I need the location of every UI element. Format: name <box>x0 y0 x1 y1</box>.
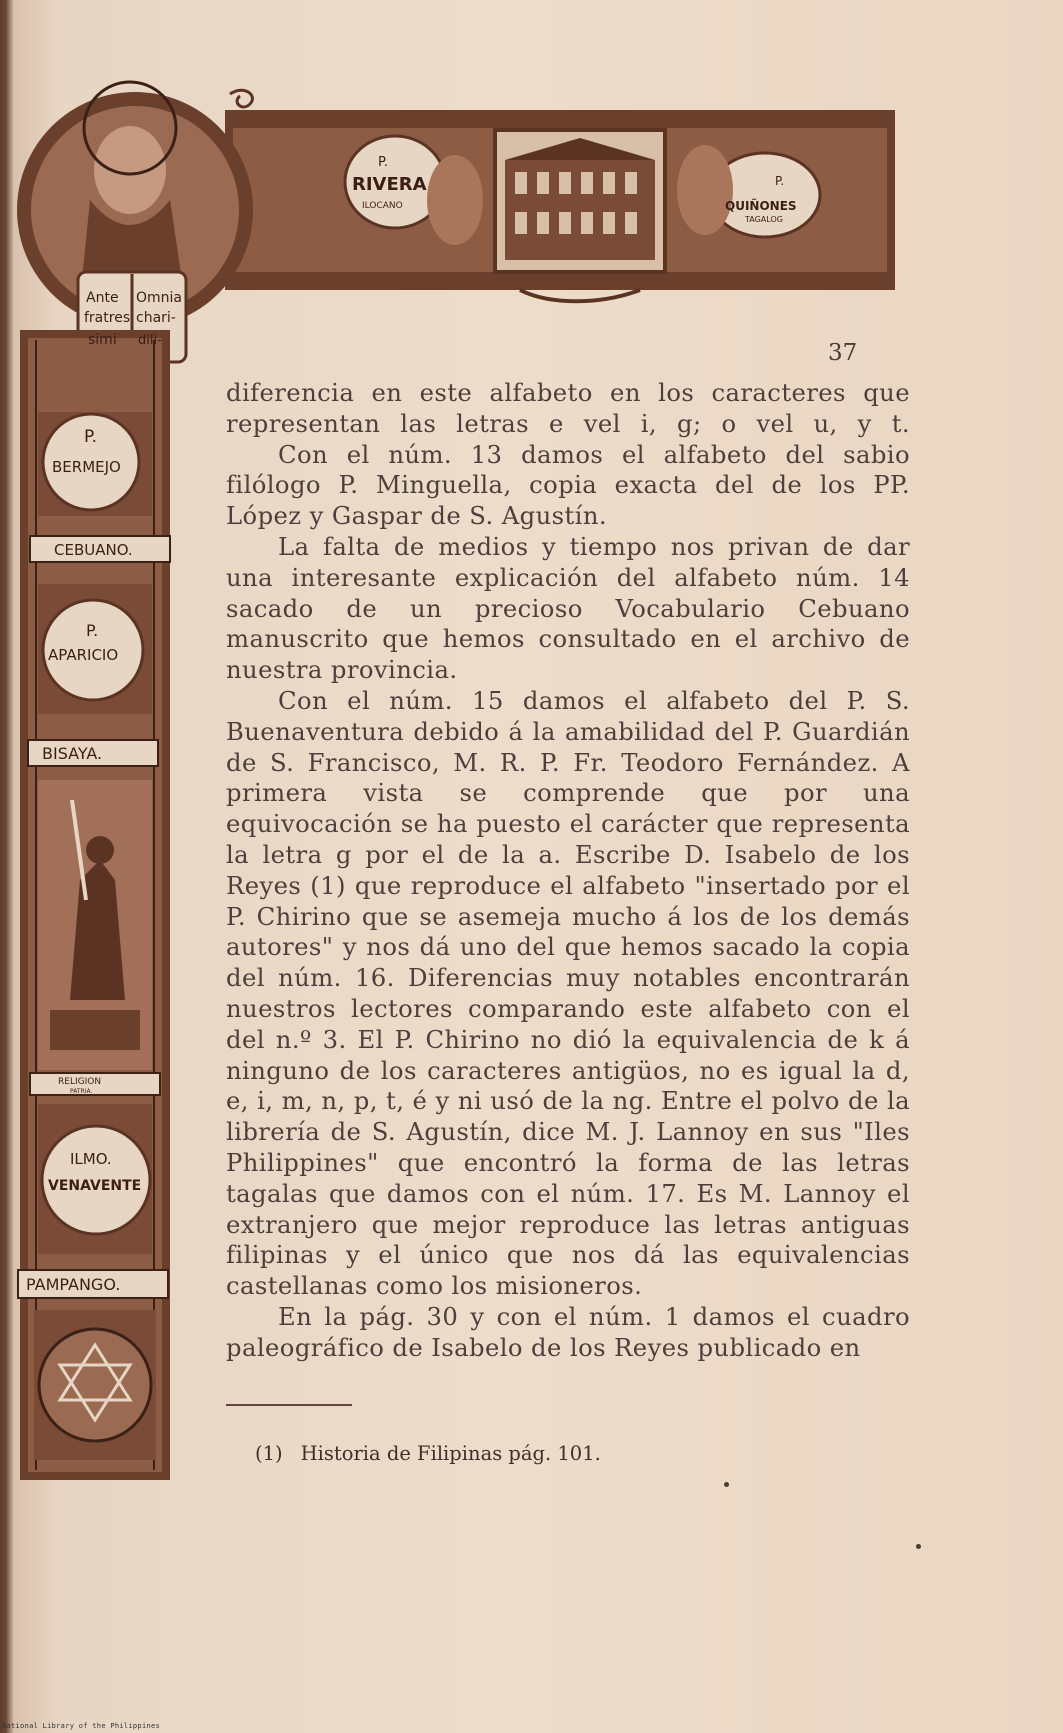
quinones-language: TAGALOG <box>745 215 783 224</box>
footnote-marker: (1) <box>255 1442 283 1465</box>
venavente-name: VENAVENTE <box>48 1178 142 1194</box>
footnote-text: Historia de Filipinas pág. 101. <box>300 1442 601 1465</box>
rivera-prefix: P. <box>378 155 388 170</box>
paragraph: Con el núm. 15 damos el alfabeto del P. S. Buenaventura debido á la amabilidad del P. Guardián de S. Francisco, M. R. P. Fr. Teodoro Fernández. A primera vista se comprende que por una equivocación se ha puesto el carácter que representa la letra g por el de la a. Escribe D. Isabelo de los Reyes (1) que reproduce el alfabeto "insertado por el P. Chirino que se asemeja mucho á los de los demás autores" y nos dá uno del que hemos sacado la copia del núm. 16. Diferencias muy notables encontrarán nuestros lectores comparando este alfabeto con el del n.º 3. El P. Chirino no dió la equivalencia de k á ninguno de los caracteres antigüos, no es igual la d, e, i, m, n, p, t, é y ni usó de la ng. Entre el polvo de la librería de S. Agustín, dice M. J. Lannoy en sus "Iles Philippines" que encontró la forma de las letras tagalas que damos con el núm. 17. Es M. Lannoy el extranjero que mejor reproduce las letras antiguas filipinas y el único que nos dá las equivalencias castellanas como los misioneros. <box>226 685 910 1301</box>
footnote <box>255 1442 601 1465</box>
page-number: 37 <box>828 340 858 366</box>
book-line-6: dili- <box>138 333 162 348</box>
venavente-prefix: ILMO. <box>70 1150 112 1168</box>
rivera-name: RIVERA <box>352 174 427 195</box>
quinones-prefix: P. <box>775 174 785 188</box>
bermejo-prefix: P. <box>84 427 98 447</box>
paragraph: La falta de medios y tiempo nos privan de dar una interesante explicación del alfabeto núm. 14 sacado de un precioso Vocabulario Cebuano manuscrito que hemos consultado en el archivo de nuestra provincia. <box>226 531 910 685</box>
aparicio-name: APARICIO <box>48 646 119 664</box>
ink-speck <box>916 1544 921 1549</box>
patria-word: PATRIA. <box>70 1088 93 1095</box>
book-line-4: chari- <box>136 310 176 326</box>
quinones-name: QUIÑONES <box>725 199 797 213</box>
cebuano-label: CEBUANO. <box>54 541 133 559</box>
book-line-3: fratres <box>84 310 131 326</box>
paragraph: En la pág. 30 y con el núm. 1 damos el cuadro paleográfico de Isabelo de los Reyes publicado en <box>226 1301 910 1362</box>
library-credit: National Library of the Philippines <box>2 1722 161 1730</box>
body-text <box>226 378 910 1364</box>
bisaya-label: BISAYA. <box>42 744 103 763</box>
book-line-5: simi <box>88 332 117 348</box>
rivera-language: ILOCANO <box>362 201 403 211</box>
bermejo-name: BERMEJO <box>52 458 121 476</box>
pampango-label: PAMPANGO. <box>26 1275 121 1294</box>
paragraph: Con el núm. 13 damos el alfabeto del sabio filólogo P. Minguella, copia exacta del de los PP. López y Gaspar de S. Agustín. <box>226 439 910 531</box>
footnote-rule <box>226 1404 352 1406</box>
religion-word: RELIGION <box>58 1077 102 1087</box>
book-line-2: Omnia <box>136 290 182 306</box>
ink-speck <box>724 1482 729 1487</box>
aparicio-prefix: P. <box>86 621 99 640</box>
paragraph: diferencia en este alfabeto en los caracteres que representan las letras e vel i, g; o vel u, y t. <box>226 378 910 438</box>
book-line-1: Ante <box>86 290 119 306</box>
